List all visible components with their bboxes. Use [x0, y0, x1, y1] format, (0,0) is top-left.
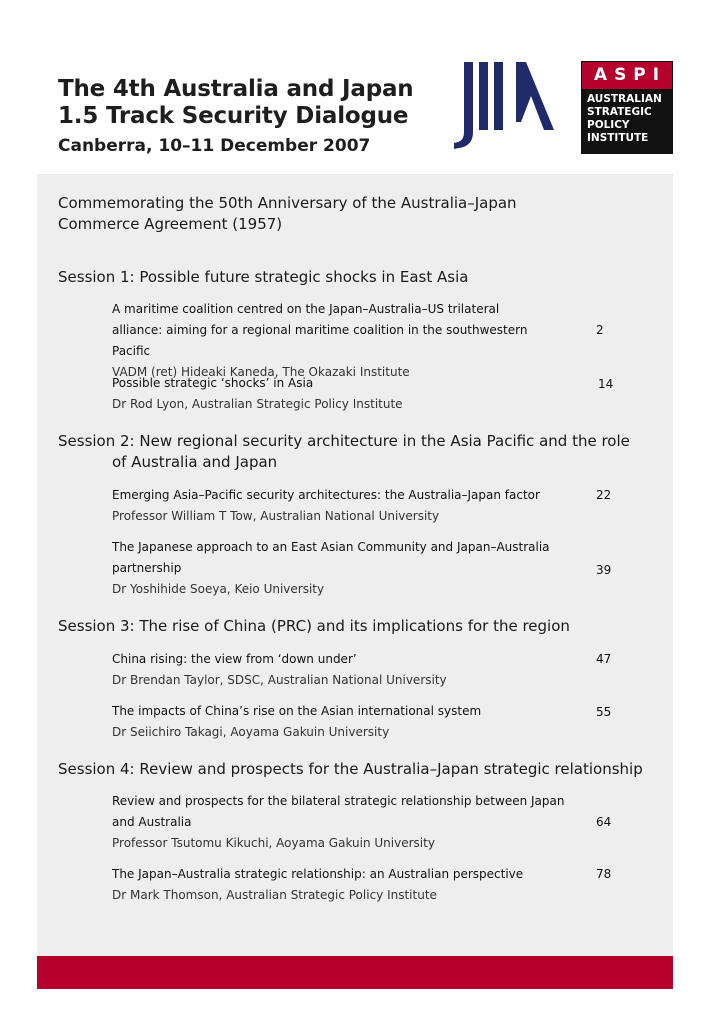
toc-entry-author: Professor Tsutomu Kikuchi, Aoyama Gakuin University [112, 836, 435, 850]
aspi-logo-name [582, 89, 672, 145]
aspi-logo [581, 61, 673, 154]
toc-entry-page: 14 [598, 377, 614, 391]
toc-entry-author: Dr Seiichiro Takagi, Aoyama Gakuin University [112, 725, 390, 739]
aspi-line-3: POLICY [587, 119, 630, 131]
toc-entry[interactable] [112, 864, 632, 905]
toc-entry-page: 55 [596, 705, 612, 719]
aspi-line-4: INSTITUTE [587, 132, 649, 144]
toc-entry-title: The Japan–Australia strategic relationship: an Australian perspective [112, 867, 524, 881]
toc-entry-title: A maritime coalition centred on the Japan–Australia–US trilateral alliance: aiming for a regional maritime coalition in the southwestern Pacific [112, 302, 528, 358]
aspi-logo-wordmark: ASPI [582, 62, 672, 89]
toc-entry-title: China rising: the view from ‘down under’ [112, 652, 357, 666]
toc-entry-page: 39 [596, 563, 612, 577]
toc-entry-author: VADM (ret) Hideaki Kaneda, The Okazaki Institute [112, 365, 410, 379]
toc-entry-title: Possible strategic ‘shocks’ in Asia [112, 376, 314, 390]
toc-entry-author: Professor William T Tow, Australian National University [112, 509, 440, 523]
toc-entry[interactable] [112, 537, 632, 599]
toc-entry-page: 64 [596, 815, 612, 829]
event-subtitle: Canberra, 10–11 December 2007 [58, 136, 371, 156]
toc-entry-title: The Japanese approach to an East Asian Community and Japan–Australia partnership [112, 540, 550, 575]
toc-entry-page: 78 [596, 867, 612, 881]
toc-entry[interactable] [112, 299, 632, 382]
jiia-logo [452, 60, 558, 152]
toc-entry-title: The impacts of China’s rise on the Asian international system [112, 704, 482, 718]
toc-entry[interactable] [112, 373, 632, 414]
title-line-2: 1.5 Track Security Dialogue [58, 103, 409, 129]
toc-entry-title: Emerging Asia–Pacific security architectures: the Australia–Japan factor [112, 488, 540, 502]
title-line-1: The 4th Australia and Japan [58, 76, 414, 102]
session-2-heading-line-1: Session 2: New regional security architecture in the Asia Pacific and the role [58, 432, 630, 450]
toc-entry-page: 47 [596, 652, 612, 666]
toc-entry-page: 22 [596, 488, 612, 502]
aspi-line-2: STRATEGIC [587, 106, 652, 118]
toc-entry-page: 2 [596, 323, 604, 337]
session-1-heading: Session 1: Possible future strategic shocks in East Asia [58, 268, 469, 286]
toc-entry-author: Dr Brendan Taylor, SDSC, Australian National University [112, 673, 447, 687]
toc-entry-author: Dr Yoshihide Soeya, Keio University [112, 582, 325, 596]
toc-entry-author: Dr Rod Lyon, Australian Strategic Policy Institute [112, 397, 403, 411]
session-3-heading: Session 3: The rise of China (PRC) and its implications for the region [58, 617, 570, 635]
footer-band [37, 956, 673, 989]
toc-entry-title: Review and prospects for the bilateral strategic relationship between Japan and Australia [112, 794, 565, 829]
aspi-line-1: AUSTRALIAN [587, 93, 662, 105]
toc-entry[interactable] [112, 701, 632, 742]
toc-entry[interactable] [112, 791, 632, 853]
session-2-heading-line-2: of Australia and Japan [112, 453, 278, 471]
toc-entry-author: Dr Mark Thomson, Australian Strategic Policy Institute [112, 888, 437, 902]
page-title [58, 76, 413, 130]
session-2-heading [58, 431, 658, 473]
session-4-heading: Session 4: Review and prospects for the Australia–Japan strategic relationship [58, 760, 643, 778]
toc-entry[interactable] [112, 485, 632, 526]
commemoration-text: Commemorating the 50th Anniversary of the Australia–Japan Commerce Agreement (1957) [58, 194, 517, 233]
toc-entry[interactable] [112, 649, 632, 690]
